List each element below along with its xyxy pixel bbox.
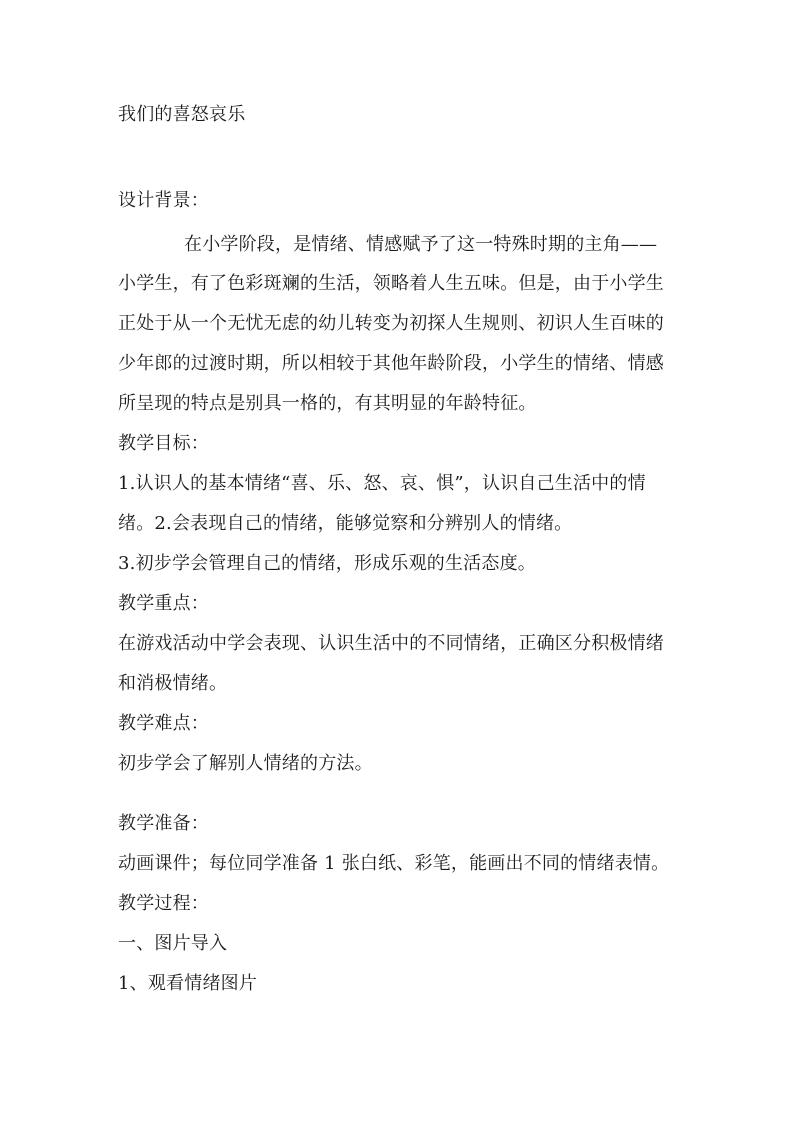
key-points-heading: 教学重点： — [118, 593, 209, 614]
key-points-line: 和消极情绪。 — [118, 673, 228, 694]
difficulties-line: 初步学会了解别人情绪的方法。 — [118, 753, 373, 774]
objectives-heading: 教学目标： — [118, 433, 209, 454]
process-section-title: 一、图片导入 — [118, 933, 228, 954]
objectives-line: 绪。2.会表现自己的情绪，能够觉察和分辨别人的情绪。 — [118, 513, 573, 534]
background-paragraph-line: 小学生，有了色彩斑斓的生活，领略着人生五味。但是，由于小学生 — [118, 273, 664, 294]
key-points-line: 在游戏活动中学会表现、认识生活中的不同情绪，正确区分积极情绪 — [118, 633, 664, 654]
background-paragraph-line: 少年郎的过渡时期，所以相较于其他年龄阶段，小学生的情绪、情感 — [118, 353, 664, 374]
background-paragraph-line: 正处于从一个无忧无虑的幼儿转变为初探人生规则、初识人生百味的 — [118, 313, 664, 334]
background-paragraph-line: 在小学阶段，是情绪、情感赋予了这一特殊时期的主角—— — [184, 234, 658, 255]
objectives-line: 1.认识人的基本情绪“喜、乐、怒、哀、惧”，认识自己生活中的情 — [118, 473, 646, 494]
preparation-line: 动画课件；每位同学准备 1 张白纸、彩笔，能画出不同的情绪表情。 — [118, 853, 670, 874]
document-title: 我们的喜怒哀乐 — [118, 104, 246, 125]
process-step: 1、观看情绪图片 — [118, 973, 258, 994]
difficulties-heading: 教学难点： — [118, 713, 209, 734]
preparation-heading: 教学准备： — [118, 813, 209, 834]
background-paragraph-line: 所呈现的特点是别具一格的，有其明显的年龄特征。 — [118, 393, 537, 414]
background-heading: 设计背景： — [118, 190, 209, 211]
process-heading: 教学过程： — [118, 893, 209, 914]
objectives-line: 3.初步学会管理自己的情绪，形成乐观的生活态度。 — [118, 553, 536, 574]
